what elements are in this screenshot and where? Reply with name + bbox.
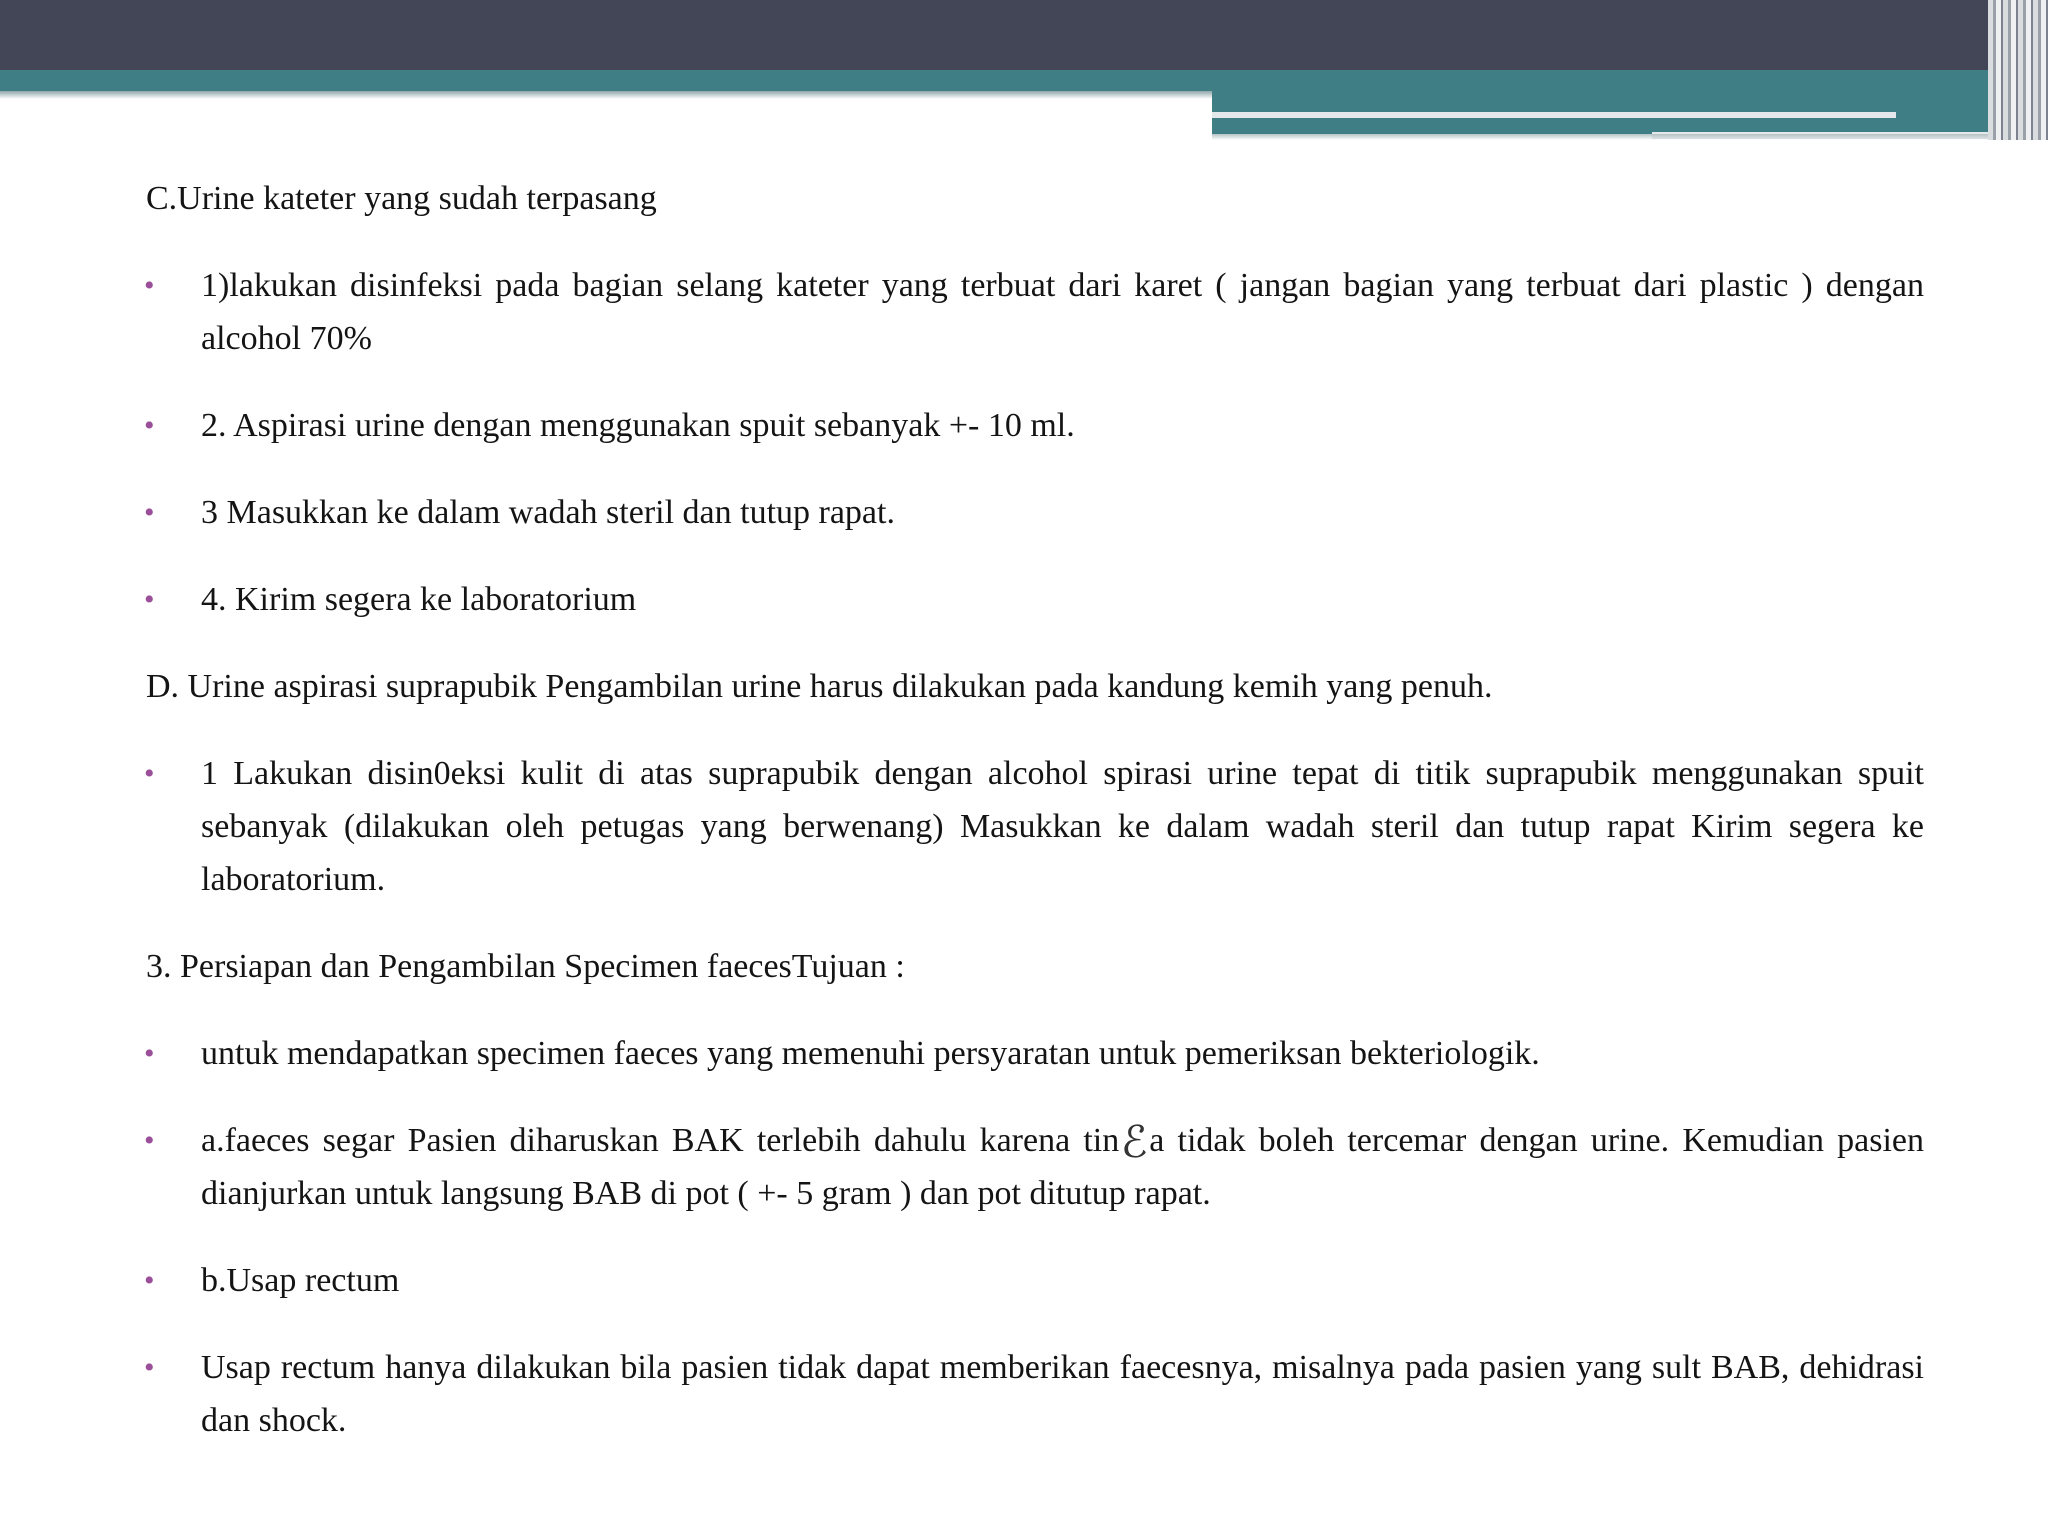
header-accent-shadow <box>0 91 1212 99</box>
bullet-icon: • <box>144 583 155 616</box>
list-item-3-2 <box>146 1114 1924 1220</box>
list-item-text: b.Usap rectum <box>201 1262 400 1299</box>
list-item-text: 1)lakukan disinfeksi pada bagian selang kateter yang terbuat dari karet ( jangan bagian yang terbuat dari plastic ) dengan alcohol 70% <box>201 267 1924 357</box>
bullet-icon: • <box>144 1037 155 1070</box>
header-bar <box>0 0 2048 70</box>
list-item-d-1 <box>146 747 1924 906</box>
section-heading-d: D. Urine aspirasi suprapubik Pengambilan urine harus dilakukan pada kandung kemih yang penuh. <box>146 668 1493 705</box>
list-item-text-cont: a tidak boleh tercemar dengan urine. Kemudian pasien dianjurkan untuk langsung BAB di pot ( +- 5 gram ) dan pot ditutup rapat. <box>201 1122 1924 1212</box>
header-corner-stripes <box>1988 0 2048 140</box>
list-item-c-1 <box>146 259 1924 365</box>
bullet-icon: • <box>144 496 155 529</box>
list-item-text: 4. Kirim segera ke laboratorium <box>201 581 637 618</box>
header-rule-shadow <box>1212 134 2008 140</box>
section-heading-c: C.Urine kateter yang sudah terpasang <box>146 180 657 217</box>
list-item-c-3 <box>146 486 1924 539</box>
bullet-icon: • <box>144 1264 155 1297</box>
bullet-icon: • <box>144 757 155 790</box>
list-item-text: 1 Lakukan disin0eksi kulit di atas suprapubik dengan alcohol spirasi urine tepat di titik suprapubik menggunakan spuit sebanyak (dilakukan oleh petugas yang berwenang) Masukkan ke dalam wadah steril dan tutup rapat Kirim segera ke laboratorium. <box>201 755 1924 898</box>
list-item-text: untuk mendapatkan specimen faeces yang memenuhi persyaratan untuk pemeriksan bekteriologik. <box>201 1035 1540 1072</box>
bullet-icon: • <box>144 409 155 442</box>
header-accent-band <box>0 70 1212 91</box>
bullet-icon: • <box>144 1124 155 1157</box>
header-rule-upper <box>1212 112 1896 118</box>
bullet-icon: • <box>144 1351 155 1384</box>
script-glyph-icon: ℰ <box>1120 1118 1148 1168</box>
list-item-c-2 <box>146 399 1924 452</box>
section-heading-3: 3. Persiapan dan Pengambilan Specimen faecesTujuan : <box>146 948 905 985</box>
list-item-c-4 <box>146 573 1924 626</box>
list-item-3-3 <box>146 1254 1924 1307</box>
list-item-text: 2. Aspirasi urine dengan menggunakan spuit sebanyak +- 10 ml. <box>201 407 1075 444</box>
list-item-3-1 <box>146 1027 1924 1080</box>
list-item-text: 3 Masukkan ke dalam wadah steril dan tutup rapat. <box>201 494 895 531</box>
list-item-text: Usap rectum hanya dilakukan bila pasien tidak dapat memberikan faecesnya, misalnya pada pasien yang sult BAB, dehidrasi dan shock. <box>201 1349 1924 1439</box>
list-item-text: a.faeces segar Pasien diharuskan BAK terlebih dahulu karena tin <box>201 1122 1120 1159</box>
slide-body <box>146 172 1924 1481</box>
bullet-icon: • <box>144 269 155 302</box>
list-item-3-4 <box>146 1341 1924 1447</box>
header-accent-band-right <box>1212 70 2008 134</box>
